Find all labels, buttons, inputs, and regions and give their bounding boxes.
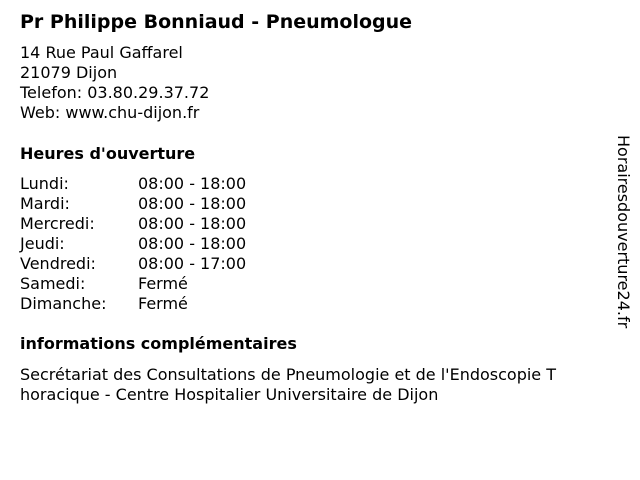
- address-block: [20, 43, 209, 123]
- day-label: Jeudi:: [20, 234, 65, 253]
- time-value: 08:00 - 18:00: [138, 174, 247, 193]
- info-line: Secrétariat des Consultations de Pneumologie et de l'Endoscopie T: [20, 365, 556, 384]
- day-label: Mardi:: [20, 194, 70, 213]
- day-label: Mercredi:: [20, 214, 95, 233]
- website-link[interactable]: Web: www.chu-dijon.fr: [20, 103, 200, 122]
- time-value: 08:00 - 18:00: [138, 194, 247, 213]
- time-value: Fermé: [138, 294, 188, 313]
- day-label: Vendredi:: [20, 254, 96, 273]
- city-postal: 21079 Dijon: [20, 63, 118, 82]
- site-watermark: Horairesdouverture24.fr: [614, 135, 633, 329]
- day-label: Samedi:: [20, 274, 86, 293]
- time-value: 08:00 - 17:00: [138, 254, 247, 273]
- info-line: horacique - Centre Hospitalier Universitaire de Dijon: [20, 385, 439, 404]
- day-label: Dimanche:: [20, 294, 107, 313]
- additional-info-text: [20, 365, 610, 405]
- page-title: Pr Philippe Bonniaud - Pneumologue: [20, 11, 413, 33]
- day-label: Lundi:: [20, 174, 69, 193]
- time-value: Fermé: [138, 274, 188, 293]
- additional-info-heading: informations complémentaires: [20, 334, 297, 353]
- time-value: 08:00 - 18:00: [138, 234, 247, 253]
- opening-hours-heading: Heures d'ouverture: [20, 144, 196, 163]
- street-address: 14 Rue Paul Gaffarel: [20, 43, 183, 62]
- time-value: 08:00 - 18:00: [138, 214, 247, 233]
- phone-number: Telefon: 03.80.29.37.72: [20, 83, 210, 102]
